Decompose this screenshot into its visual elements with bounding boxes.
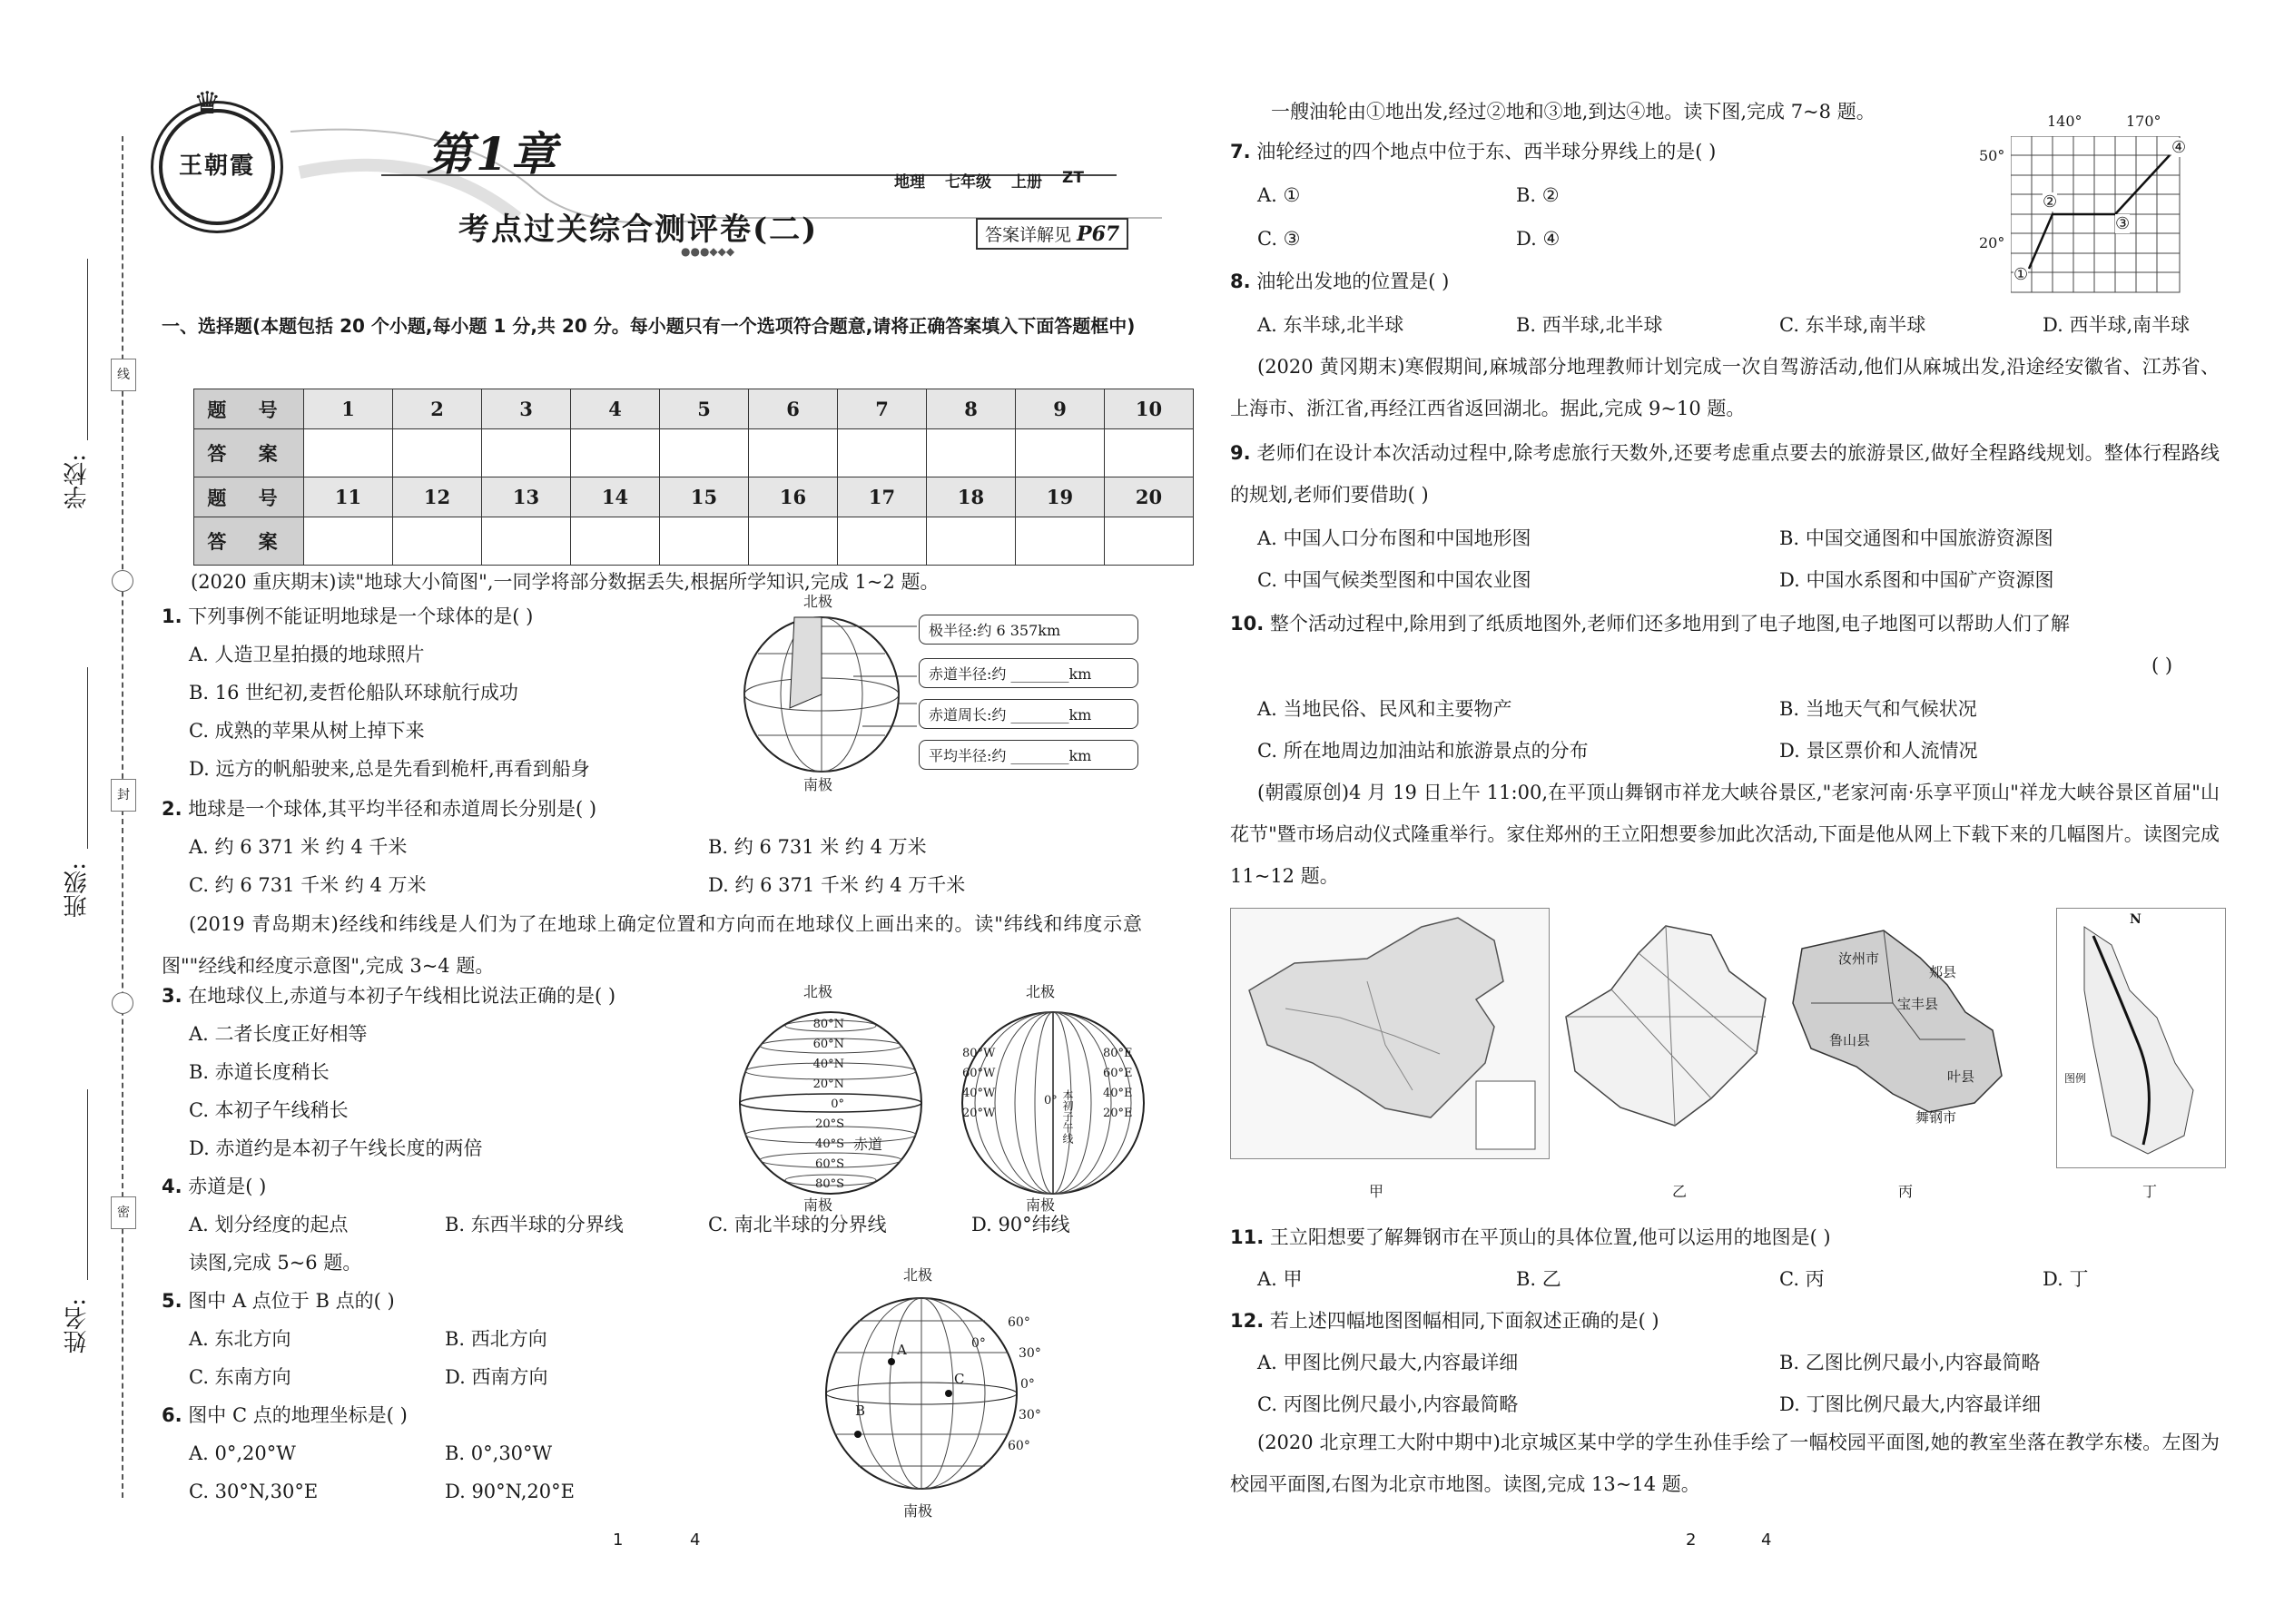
equator-radius-label: 赤道半径:约 ________km (919, 658, 1138, 688)
answer-cell[interactable] (927, 429, 1016, 477)
q11-option-a[interactable]: A. 甲 (1257, 1268, 1303, 1290)
q11-stem (1230, 1224, 1831, 1251)
equator-circumference-label: 赤道周长:约 ________km (919, 699, 1138, 729)
q10-option-c[interactable]: C. 所在地周边加油站和旅游景点的分布 (1257, 740, 1589, 762)
logo-text: 王朝霞 (178, 153, 255, 180)
q-num-11: 11 (304, 477, 393, 517)
tag-grade: 七年级 (945, 173, 991, 192)
row-label-num: 题 号 (194, 477, 304, 517)
q5-option-d[interactable]: D. 西南方向 (445, 1366, 548, 1388)
q9-num: 9. (1230, 442, 1251, 464)
q7-stem (1230, 138, 1716, 165)
q11-option-c[interactable]: C. 丙 (1779, 1268, 1825, 1290)
map-ding (2056, 908, 2226, 1168)
answer-cell[interactable] (571, 517, 660, 566)
answer-cell[interactable] (482, 517, 571, 566)
binding-hole-1 (112, 570, 133, 592)
answer-cell[interactable] (482, 429, 571, 477)
lat-0: 0° (831, 1097, 844, 1111)
tag-volume: 上册 (1011, 173, 1042, 192)
q2-num: 2. (162, 798, 182, 820)
q4-option-a[interactable]: A. 划分经度的起点 (189, 1214, 349, 1235)
route-side-label-1: 50° (1979, 147, 2005, 164)
bing-label-baofeng: 宝丰县 (1897, 996, 1939, 1012)
bing-label-yexian: 叶县 (1947, 1068, 1975, 1085)
q-num-7: 7 (838, 389, 927, 429)
answer-cell[interactable] (1016, 429, 1105, 477)
q4-option-d[interactable]: D. 90°纬线 (971, 1214, 1070, 1235)
pingdingshan-map-shape (1784, 921, 2011, 1139)
q-num-8: 8 (927, 389, 1016, 429)
answer-cell[interactable] (304, 517, 393, 566)
q7-option-b[interactable]: B. ② (1516, 184, 1560, 206)
q2-stem (162, 795, 596, 822)
row-label-num: 题 号 (194, 389, 304, 429)
q6-stem (162, 1402, 408, 1429)
q-num-6: 6 (749, 389, 838, 429)
q6-option-d[interactable]: D. 90°N,20°E (445, 1481, 575, 1502)
route-top-label-1: 140° (2047, 113, 2082, 130)
school-label: 学校: (64, 454, 91, 509)
binding-mark-seal: 封 (111, 779, 136, 812)
lon-60e: 60°E (1103, 1067, 1133, 1080)
right-page-number-2: 4 (1761, 1530, 1772, 1550)
answer-cell[interactable] (749, 429, 838, 477)
q-num-18: 18 (927, 477, 1016, 517)
lat-labels (790, 1015, 844, 1195)
lat-40s: 40°S (815, 1137, 844, 1151)
name-label: 姓名: (64, 1298, 91, 1353)
q-num-4: 4 (571, 389, 660, 429)
grid-lat-60n: 60° (1008, 1315, 1030, 1330)
grid-lat-30n: 30° (1019, 1346, 1041, 1361)
intro-q9-10: (2020 黄冈期末)寒假期间,麻城部分地理教师计划完成一次自驾游活动,他们从麻城出发,沿途经安徽省、江苏省、上海市、浙江省,再经江西省返回湖北。据此,完成 9~10 题。 (1230, 356, 2220, 419)
grid-north-label: 北极 (903, 1266, 933, 1284)
q7-option-d[interactable]: D. ④ (1516, 228, 1561, 250)
ding-north-arrow: N (2130, 912, 2141, 927)
lat-40n: 40°N (812, 1058, 844, 1071)
lat-60n: 60°N (812, 1038, 844, 1051)
q9-text: 老师们在设计本次活动过程中,除考虑旅行天数外,还要考虑重点要去的旅游景区,做好全程路线规划。整体行程路线的规划,老师们要借助( ) (1230, 442, 2220, 506)
q5-option-c[interactable]: C. 东南方向 (189, 1366, 291, 1388)
binding-mark-secret: 密 (111, 1196, 136, 1229)
answer-table-row-ans1 (194, 429, 1194, 477)
q8-option-d[interactable]: D. 西半球,南半球 (2043, 314, 2191, 336)
q12-option-b[interactable]: B. 乙图比例尺最小,内容最简略 (1779, 1352, 2041, 1373)
q3-text: 在地球仪上,赤道与本初子午线相比说法正确的是( ) (188, 985, 616, 1007)
q4-stem (162, 1173, 266, 1200)
henan-map-shape (1557, 917, 1775, 1135)
china-map-shape (1231, 909, 1549, 1158)
q5-stem (162, 1287, 395, 1314)
map-caption-bing: 丙 (1898, 1183, 1914, 1200)
answer-cell[interactable] (1105, 517, 1194, 566)
q12-option-d[interactable]: D. 丁图比例尺最大,内容最详细 (1779, 1393, 2042, 1415)
answer-table (193, 389, 1194, 566)
lon-labels-west (962, 1044, 995, 1124)
q10-option-d[interactable]: D. 景区票价和人流情况 (1779, 740, 1978, 762)
map-caption-ding: 丁 (2142, 1183, 2158, 1200)
q1-option-c[interactable]: C. 成熟的苹果从树上掉下来 (189, 720, 425, 742)
class-label: 班级: (64, 862, 91, 918)
route-point-4: ④ (2171, 138, 2187, 157)
answer-cell[interactable] (571, 429, 660, 477)
route-side-label-2: 20° (1979, 234, 2005, 251)
earth-south-label: 南极 (803, 776, 833, 793)
chapter-title: 第1章 (427, 127, 560, 181)
left-page-number-2: 4 (690, 1530, 701, 1550)
q9-option-b[interactable]: B. 中国交通图和中国旅游资源图 (1779, 527, 2053, 549)
q10-stem (1230, 610, 2070, 637)
lon-20w: 20°W (962, 1107, 996, 1120)
grid-lon-0-label: 0° (971, 1336, 986, 1351)
q1-option-a[interactable]: A. 人造卫星拍摄的地球照片 (189, 644, 425, 665)
earth-north-label: 北极 (803, 593, 833, 610)
lat-60s: 60°S (815, 1157, 844, 1171)
map-caption-yi: 乙 (1672, 1183, 1688, 1200)
binding-hole-2 (112, 992, 133, 1014)
answer-cell[interactable] (393, 517, 482, 566)
q-num-15: 15 (660, 477, 749, 517)
q12-num: 12. (1230, 1310, 1265, 1332)
grid-globe-figure (812, 1289, 1030, 1498)
grid-south-label: 南极 (903, 1502, 933, 1520)
q2-option-b[interactable]: B. 约 6 731 米 约 4 万米 (708, 836, 927, 858)
crown-icon: ♛ (193, 85, 222, 122)
answer-cell[interactable] (927, 517, 1016, 566)
q6-text: 图中 C 点的地理坐标是( ) (188, 1404, 408, 1426)
q4-option-c[interactable]: C. 南北半球的分界线 (708, 1214, 887, 1235)
q2-option-a[interactable]: A. 约 6 371 米 约 4 千米 (189, 836, 408, 858)
grid-point-c: C (954, 1371, 965, 1387)
q7-option-a[interactable]: A. ① (1257, 184, 1301, 206)
intro-q11-12: (朝霞原创)4 月 19 日上午 11:00,在平顶山舞钢市祥龙大峡谷景区,"老家河南·乐享平顶山"祥龙大峡谷景区首届"山花节"暨市场启动仪式隆重举行。家住郑州的王立阳想要参加此次活动,下面是他从网上下载下来的几幅图片。读图完成 11~12 题。 (1230, 782, 2220, 887)
map-bing (1784, 921, 2011, 1139)
tag-subject: 地理 (894, 173, 925, 192)
q10-paren: ( ) (2151, 655, 2173, 676)
answer-ref-label: 答案详解见 (985, 225, 1072, 245)
paper-title: 考点过关综合测评卷(二) (458, 212, 819, 248)
q7-num: 7. (1230, 141, 1251, 162)
polar-radius-label: 极半径:约 6 357km (919, 615, 1138, 645)
q-num-2: 2 (393, 389, 482, 429)
q12-option-c[interactable]: C. 丙图比例尺最小,内容最简略 (1257, 1393, 1519, 1415)
q3-stem (162, 982, 615, 1009)
answer-cell[interactable] (1105, 429, 1194, 477)
map-jia (1230, 908, 1550, 1159)
grid-lat-labels (1008, 1307, 1041, 1462)
q1-stem (162, 603, 533, 630)
lon-80e: 80°E (1103, 1047, 1133, 1060)
q11-option-d[interactable]: D. 丁 (2043, 1268, 2089, 1290)
grid-lat-0: 0° (1020, 1377, 1035, 1392)
grid-point-a: A (897, 1342, 907, 1358)
q8-option-a[interactable]: A. 东半球,北半球 (1257, 314, 1404, 336)
q3-option-b[interactable]: B. 赤道长度稍长 (189, 1061, 330, 1083)
bing-label-wugang: 舞钢市 (1915, 1109, 1957, 1126)
answer-cell[interactable] (838, 517, 927, 566)
q11-text: 王立阳想要了解舞钢市在平顶山的具体位置,他可以运用的地图是( ) (1269, 1226, 1831, 1248)
q3-num: 3. (162, 985, 182, 1007)
q10-text: 整个活动过程中,除用到了纸质地图外,老师们还多地用到了电子地图,电子地图可以帮助人们了解 (1269, 613, 2070, 635)
route-point-3: ③ (2115, 214, 2131, 233)
lon-60w: 60°W (962, 1067, 996, 1080)
q-num-16: 16 (749, 477, 838, 517)
q12-text: 若上述四幅地图图幅相同,下面叙述正确的是( ) (1269, 1310, 1659, 1332)
left-page-number: 1 (613, 1530, 624, 1550)
q-num-1: 1 (304, 389, 393, 429)
dot-ornament: ●●●◆◆◆ (681, 245, 735, 258)
intro-q7-8: 一艘油轮由①地出发,经过②地和③地,到达④地。读下图,完成 7~8 题。 (1271, 101, 1876, 123)
school-line[interactable] (87, 259, 88, 440)
q12-option-a[interactable]: A. 甲图比例尺最大,内容最详细 (1257, 1352, 1519, 1373)
q5-text: 图中 A 点位于 B 点的( ) (188, 1290, 395, 1312)
bing-label-ruzhou: 汝州市 (1838, 950, 1880, 967)
answer-cell[interactable] (838, 429, 927, 477)
mean-radius-label: 平均半径:约 ________km (919, 740, 1138, 770)
q-num-13: 13 (482, 477, 571, 517)
lon-north-label: 北极 (1026, 983, 1056, 1000)
ding-legend-label: 图例 (2064, 1072, 2087, 1085)
q10-num: 10. (1230, 613, 1265, 635)
subject-tags (894, 169, 1084, 192)
q8-text: 油轮出发地的位置是( ) (1256, 271, 1450, 292)
q9-option-d[interactable]: D. 中国水系图和中国矿产资源图 (1779, 569, 2054, 591)
q4-text: 赤道是( ) (188, 1176, 267, 1197)
q3-option-c[interactable]: C. 本初子午线稍长 (189, 1099, 349, 1121)
q3-option-a[interactable]: A. 二者长度正好相等 (189, 1023, 368, 1045)
lat-south-label: 南极 (803, 1196, 833, 1214)
lon-80w: 80°W (962, 1047, 996, 1060)
q8-option-b[interactable]: B. 西半球,北半球 (1516, 314, 1663, 336)
right-page-number: 2 (1686, 1530, 1697, 1550)
grid-lat-30s: 30° (1019, 1408, 1041, 1422)
q-num-17: 17 (838, 477, 927, 517)
map-caption-jia: 甲 (1369, 1183, 1384, 1200)
q4-option-b[interactable]: B. 东西半球的分界线 (445, 1214, 624, 1235)
q-num-12: 12 (393, 477, 482, 517)
lat-80s: 80°S (815, 1177, 844, 1191)
binding-dashed-line (122, 136, 123, 1498)
route-grid-figure (2011, 136, 2192, 300)
grid-lat-60s: 60° (1008, 1439, 1030, 1453)
q9-option-a[interactable]: A. 中国人口分布图和中国地形图 (1257, 527, 1531, 549)
answer-table-row-ans2 (194, 517, 1194, 566)
q2-option-d[interactable]: D. 约 6 371 千米 约 4 万千米 (708, 874, 966, 896)
q-num-5: 5 (660, 389, 749, 429)
map-yi (1557, 917, 1775, 1135)
section1-intro: 一、选择题(本题包括 20 个小题,每小题 1 分,共 20 分。每小题只有一个选项符合题意,请将正确答案填入下面答题框中) (162, 315, 1136, 337)
q1-num: 1. (162, 605, 182, 627)
q10-option-a[interactable]: A. 当地民俗、民风和主要物产 (1257, 698, 1512, 720)
q12-stem (1230, 1307, 1659, 1334)
q7-option-c[interactable]: C. ③ (1257, 228, 1301, 250)
lon-20e: 20°E (1103, 1107, 1133, 1120)
answer-cell[interactable] (749, 517, 838, 566)
answer-table-row-nums2 (194, 477, 1194, 517)
answer-cell[interactable] (393, 429, 482, 477)
q1-text: 下列事例不能证明地球是一个球体的是( ) (188, 605, 534, 627)
answer-cell[interactable] (660, 517, 749, 566)
q-num-19: 19 (1016, 477, 1105, 517)
grid-point-b: B (855, 1403, 866, 1419)
q8-option-c[interactable]: C. 东半球,南半球 (1779, 314, 1926, 336)
bing-label-lushan: 鲁山县 (1829, 1032, 1871, 1048)
intro-q1-2: (2020 重庆期末)读"地球大小简图",一同学将部分数据丢失,根据所学知识,完成 1~2 题。 (191, 571, 940, 593)
q11-num: 11. (1230, 1226, 1265, 1248)
name-line[interactable] (87, 1089, 88, 1280)
q-num-10: 10 (1105, 389, 1194, 429)
q6-num: 6. (162, 1404, 182, 1426)
route-point-1: ① (2013, 265, 2029, 284)
q-num-14: 14 (571, 477, 660, 517)
lon-40w: 40°W (962, 1087, 996, 1100)
binding-mark-line: 线 (111, 359, 136, 391)
tag-edition: ZT (1062, 169, 1084, 187)
q8-num: 8. (1230, 271, 1251, 292)
q6-option-b[interactable]: B. 0°,30°W (445, 1442, 553, 1464)
lon-south-label: 南极 (1026, 1196, 1056, 1214)
lon-labels-east (1103, 1044, 1133, 1124)
q-num-9: 9 (1016, 389, 1105, 429)
q5-num: 5. (162, 1290, 182, 1312)
intro-q3-4: (2019 青岛期末)经线和纬线是人们为了在地球上确定位置和方向而在地球仪上画出来的。读"纬线和纬度示意图""经线和经度示意图",完成 3~4 题。 (162, 913, 1142, 977)
q-num-20: 20 (1105, 477, 1194, 517)
brand-logo (159, 85, 275, 225)
lat-20s: 20°S (815, 1117, 844, 1131)
lon-meridian-label: 本初子午线 (1061, 1089, 1074, 1144)
answer-cell[interactable] (660, 429, 749, 477)
lat-80n: 80°N (812, 1018, 844, 1031)
q5-option-b[interactable]: B. 西北方向 (445, 1328, 547, 1350)
q11-option-b[interactable]: B. 乙 (1516, 1268, 1561, 1290)
answer-cell[interactable] (1016, 517, 1105, 566)
q9-stem (1230, 432, 2220, 516)
answer-ref-box (976, 218, 1128, 250)
q2-option-c[interactable]: C. 约 6 731 千米 约 4 万米 (189, 874, 427, 896)
lat-equator-label: 赤道 (853, 1136, 883, 1153)
q5-option-a[interactable]: A. 东北方向 (189, 1328, 291, 1350)
lon-40e: 40°E (1103, 1087, 1133, 1100)
lat-20n: 20°N (812, 1078, 844, 1091)
q10-option-b[interactable]: B. 当地天气和气候状况 (1779, 698, 1977, 720)
q6-option-a[interactable]: A. 0°,20°W (189, 1442, 296, 1464)
lat-north-label: 北极 (803, 983, 833, 1000)
route-top-label-2: 170° (2126, 113, 2161, 130)
q3-option-d[interactable]: D. 赤道约是本初子午线长度的两倍 (189, 1137, 483, 1159)
intro-q5-6: 读图,完成 5~6 题。 (189, 1252, 362, 1274)
q4-num: 4. (162, 1176, 182, 1197)
row-label-ans: 答 案 (194, 517, 304, 566)
q6-option-c[interactable]: C. 30°N,30°E (189, 1481, 319, 1502)
lon-label-0: 0° (1044, 1094, 1058, 1107)
q1-option-b[interactable]: B. 16 世纪初,麦哲伦船队环球航行成功 (189, 682, 518, 704)
q8-stem (1230, 268, 1449, 295)
q9-option-c[interactable]: C. 中国气候类型图和中国农业图 (1257, 569, 1531, 591)
intro-q13-14: (2020 北京理工大附中期中)北京城区某中学的学生孙佳手绘了一幅校园平面图,她的教室坐落在教学东楼。左图为校园平面图,右图为北京市地图。读图,完成 13~14 题。 (1230, 1432, 2220, 1495)
route-point-2: ② (2043, 192, 2058, 212)
q7-text: 油轮经过的四个地点中位于东、西半球分界线上的是( ) (1256, 141, 1717, 162)
q-num-3: 3 (482, 389, 571, 429)
answer-ref-page: P67 (1077, 222, 1120, 246)
row-label-ans: 答 案 (194, 429, 304, 477)
answer-table-row-nums1 (194, 389, 1194, 429)
q1-option-d[interactable]: D. 远方的帆船驶来,总是先看到桅杆,再看到船身 (189, 758, 590, 780)
q2-text: 地球是一个球体,其平均半径和赤道周长分别是( ) (188, 798, 597, 820)
scenic-area-map-shape (2057, 909, 2225, 1167)
answer-cell[interactable] (304, 429, 393, 477)
bing-label-jiaxian: 郏县 (1929, 964, 1957, 980)
class-line[interactable] (87, 667, 88, 849)
